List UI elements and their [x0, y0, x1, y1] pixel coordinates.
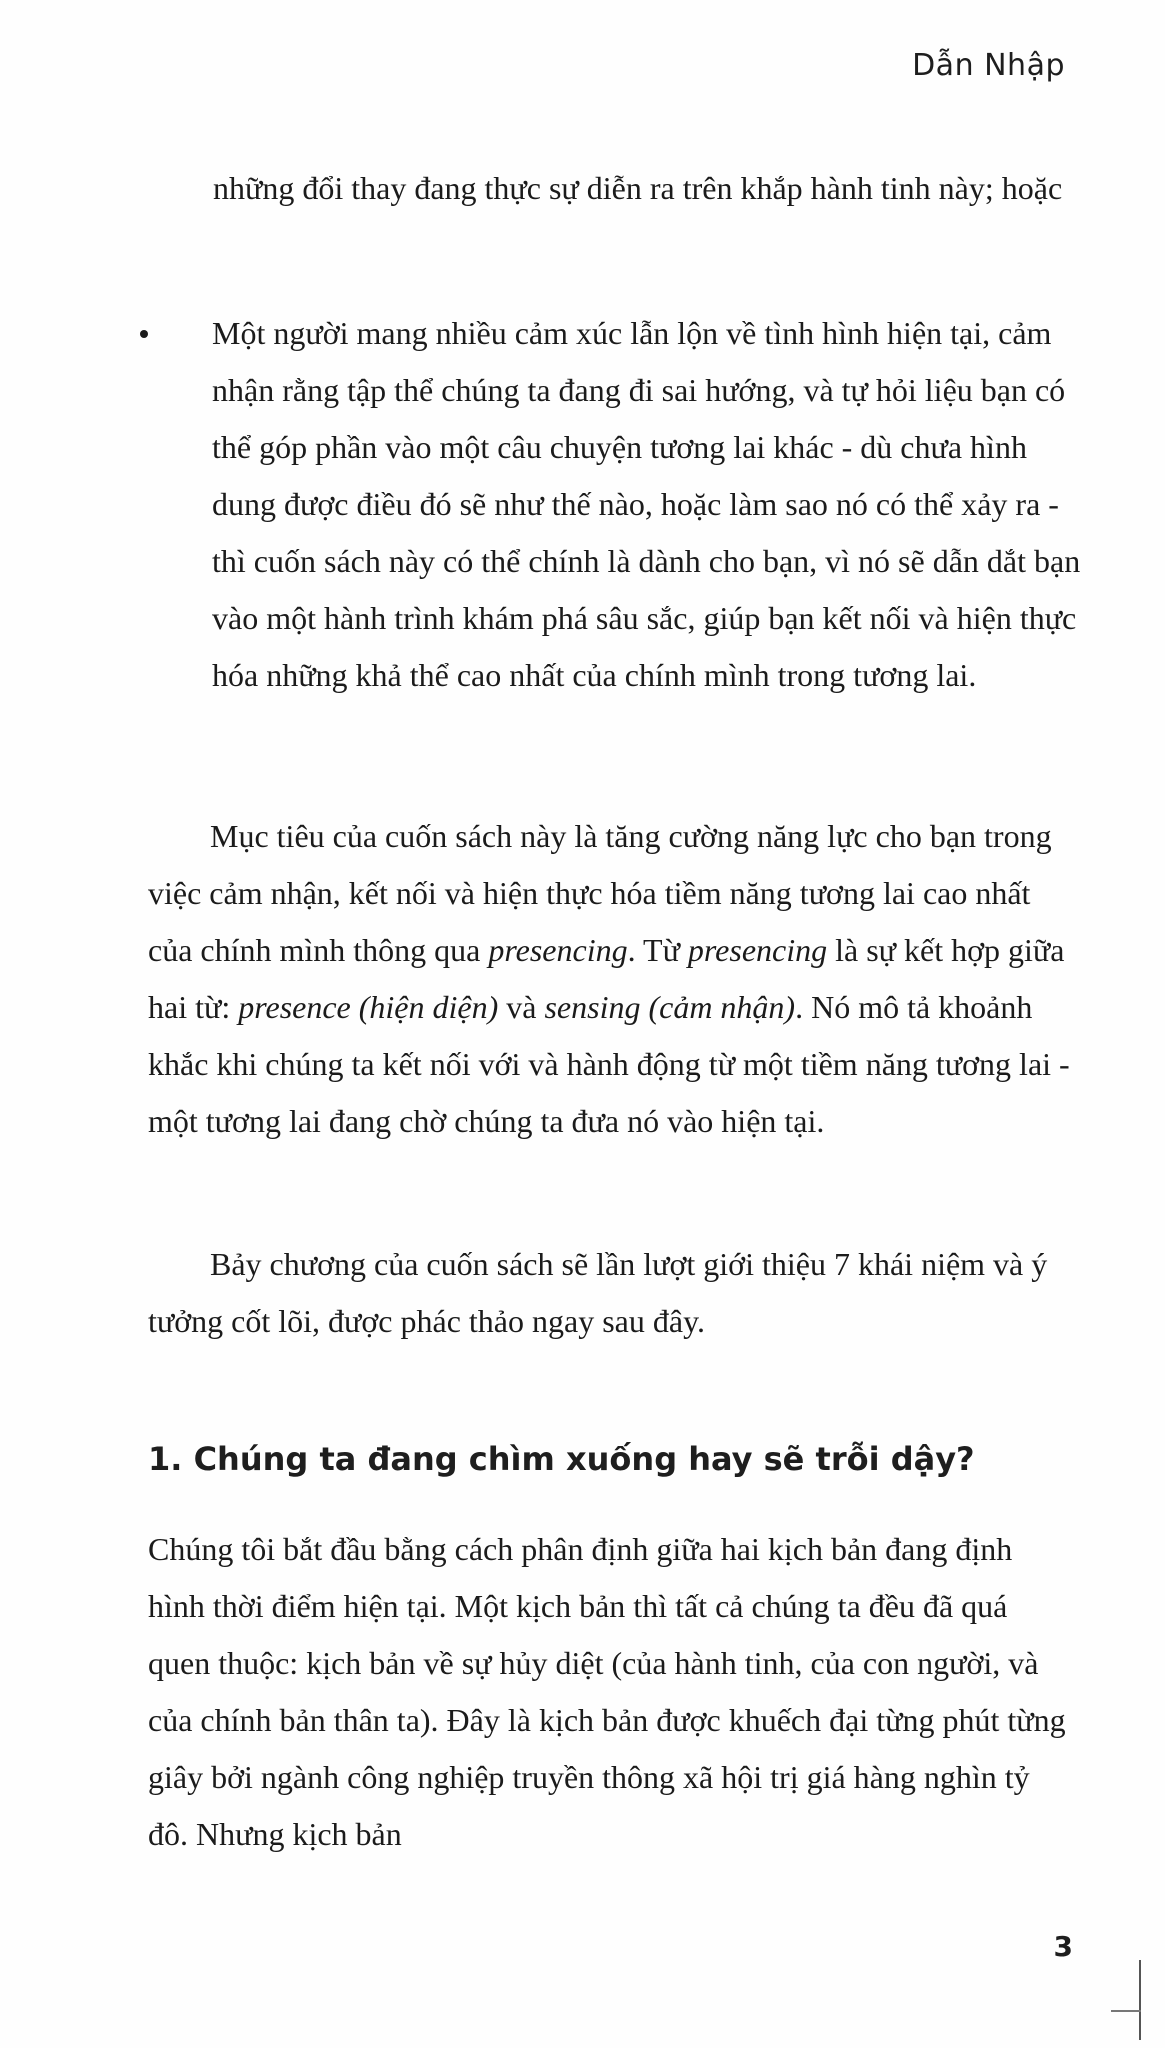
italic-term: sensing (cảm nhận)	[544, 989, 796, 1025]
italic-term: presencing	[687, 932, 828, 968]
scan-edge-mark	[1111, 2010, 1141, 2012]
para-text: Mục tiêu của cuốn sách này là tăng cường năng lực cho bạn trong việc cảm nhận, kết nối và hiện thực hóa tiềm năng tương lai cao nhất của chính mình thông qua	[148, 818, 1052, 968]
section-heading: 1. Chúng ta đang chìm xuống hay sẽ trỗi dậy?	[148, 1440, 975, 1478]
bullet-icon	[140, 330, 148, 338]
paragraph-goal	[148, 808, 1073, 1150]
bullet-list-item	[166, 305, 1086, 704]
scan-edge-mark	[1139, 1960, 1141, 2040]
para-text: là sự kết hợp giữa hai từ:	[148, 932, 1065, 1025]
para-text: và	[498, 989, 545, 1025]
para-text: . Từ	[627, 932, 688, 968]
running-header: Dẫn Nhập	[912, 48, 1065, 83]
page-number: 3	[1053, 1930, 1073, 1963]
bullet-text: Một người mang nhiều cảm xúc lẫn lộn về tình hình hiện tại, cảm nhận rằng tập thể chúng ta đang đi sai hướng, và tự hỏi liệu bạn có thể góp phần vào một câu chuyện tương lai khác - dù chưa hình dung được điều đó sẽ như thế nào, hoặc làm sao nó có thể xảy ra - thì cuốn sách này có thể chính là dành cho bạn, vì nó sẽ dẫn dắt bạn vào một hành trình khám phá sâu sắc, giúp bạn kết nối và hiện thực hóa những khả thể cao nhất của chính mình trong tương lai.	[212, 315, 1081, 693]
paragraph-scenarios: Chúng tôi bắt đầu bằng cách phân định giữa hai kịch bản đang định hình thời điểm hiện tại. Một kịch bản thì tất cả chúng ta đều đã quá quen thuộc: kịch bản về sự hủy diệt (của hành tinh, của con người, và của chính bản thân ta). Đây là kịch bản được khuếch đại từng phút từng giây bởi ngành công nghiệp truyền thông xã hội trị giá hàng nghìn tỷ đô. Nhưng kịch bản	[148, 1531, 1066, 1852]
paragraph-chapters: Bảy chương của cuốn sách sẽ lần lượt giới thiệu 7 khái niệm và ý tưởng cốt lõi, được phác thảo ngay sau đây.	[148, 1246, 1048, 1339]
italic-term: presence (hiện diện)	[238, 989, 499, 1025]
continuation-text: những đổi thay đang thực sự diễn ra trên khắp hành tinh này; hoặc	[213, 170, 1063, 206]
para-text: . Nó mô tả khoảnh khắc khi chúng ta kết nối với và hành động từ một tiềm năng tương lai - một tương lai đang chờ chúng ta đưa nó vào hiện tại.	[148, 989, 1070, 1139]
italic-term: presencing	[488, 932, 628, 968]
